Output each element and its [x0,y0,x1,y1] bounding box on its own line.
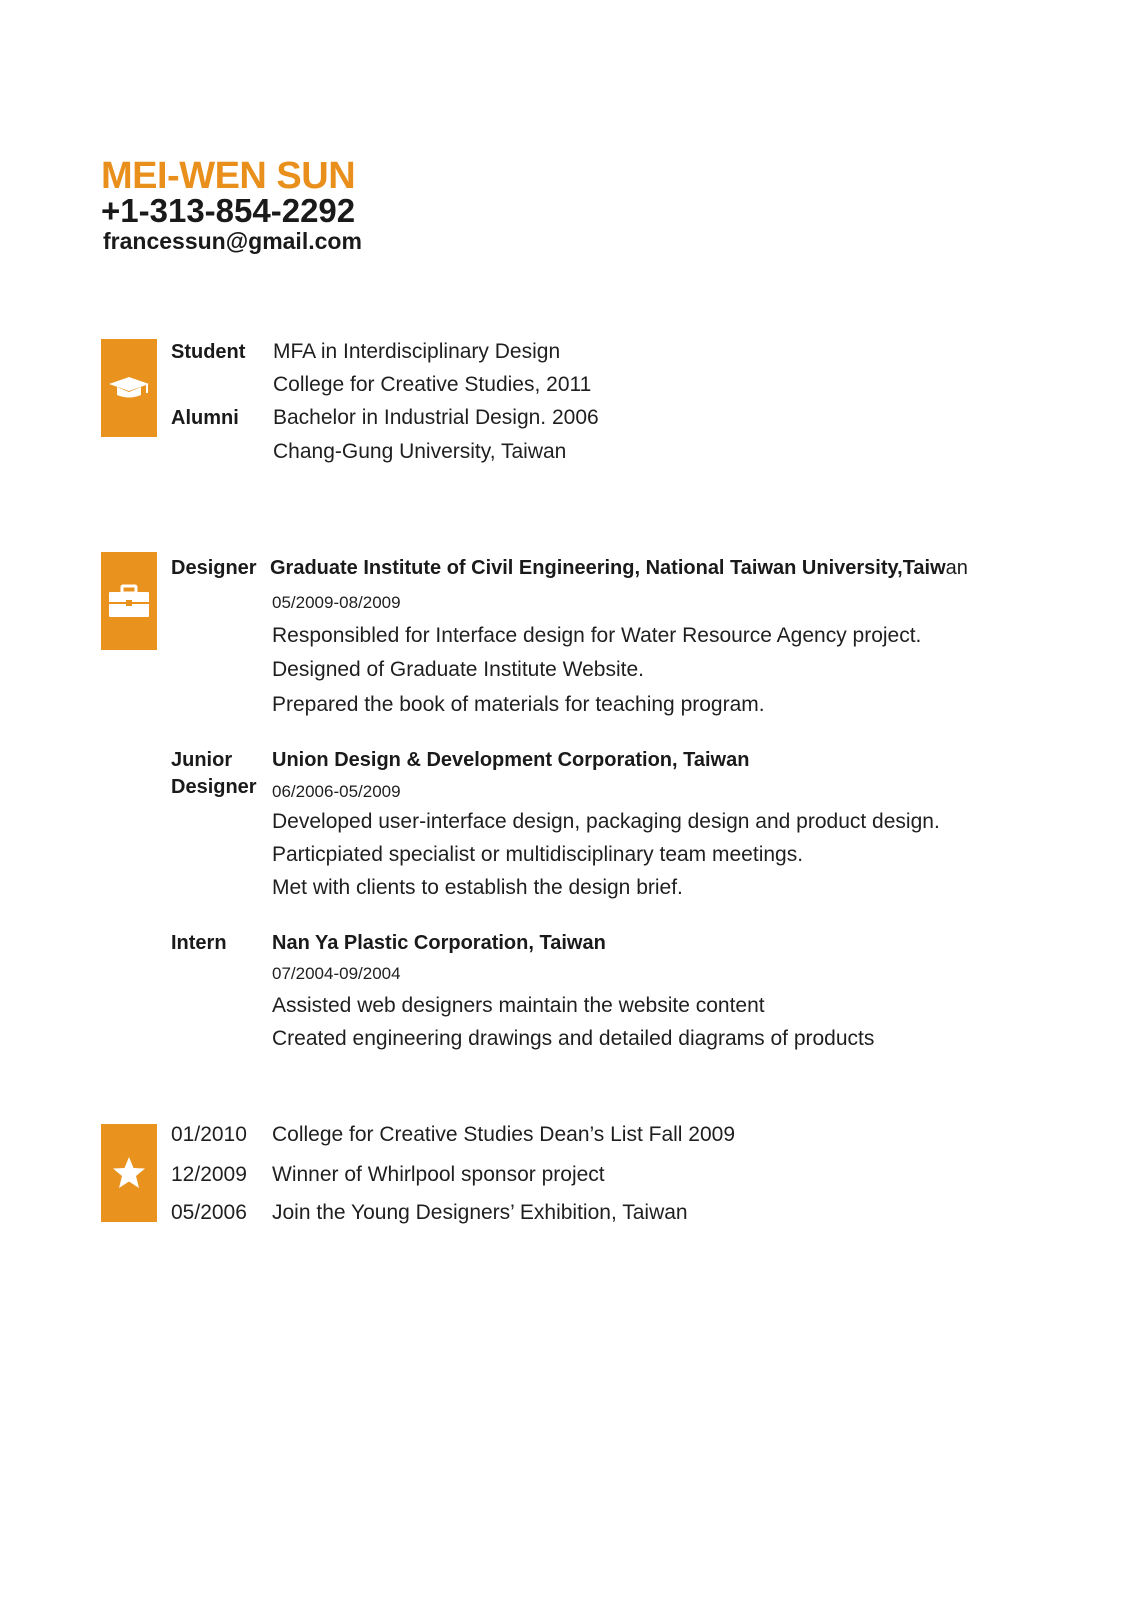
job-duty: Developed user-interface design, packaging design and product design. [272,810,940,833]
job-organization: Nan Ya Plastic Corporation, Taiwan [272,932,606,954]
award-text: College for Creative Studies Dean’s List Fall 2009 [272,1123,736,1146]
award-text: Join the Young Designers’ Exhibition, Taiwan [272,1201,688,1224]
job-role: Designer [171,776,257,798]
briefcase-icon [107,583,151,619]
job-duty: Particpiated specialist or multidisciplinary team meetings. [272,843,804,866]
education-line: College for Creative Studies, 2011 [273,373,592,396]
alumni-label: Alumni [171,407,239,429]
job-organization-text: Graduate Institute of Civil Engineering, National Taiwan University,Taiw [270,557,946,579]
job-duty: Assisted web designers maintain the website content [272,994,765,1017]
job-organization-tail: an [945,557,968,579]
student-label: Student [171,341,246,363]
job-dates: 06/2006-05/2009 [272,782,401,801]
job-role: Intern [171,932,227,954]
job-role: Junior [171,749,233,771]
job-dates: 05/2009-08/2009 [272,593,401,612]
award-text: Winner of Whirlpool sponsor project [272,1163,605,1186]
education-line: Bachelor in Industrial Design. 2006 [273,406,599,429]
job-role: Designer [171,557,257,579]
job-duty: Responsibled for Interface design for Water Resource Agency project. [272,624,922,647]
award-date: 01/2010 [171,1123,247,1146]
awards-section-marker [101,1124,157,1222]
award-date: 12/2009 [171,1163,247,1186]
award-date: 05/2006 [171,1201,247,1224]
email-address: francessun@gmail.com [103,228,362,254]
resume-header [101,156,362,255]
education-line: MFA in Interdisciplinary Design [273,340,561,363]
experience-section-marker [101,552,157,650]
candidate-name: MEI-WEN SUN [101,155,356,197]
education-section-marker [101,339,157,437]
phone-number: +1-313-854-2292 [101,192,356,229]
job-duty: Met with clients to establish the design brief. [272,876,683,899]
job-organization [270,555,968,581]
job-duty: Created engineering drawings and detailed diagrams of products [272,1027,875,1050]
job-organization: Union Design & Development Corporation, Taiwan [272,749,750,771]
job-dates: 07/2004-09/2004 [272,964,401,983]
education-line: Chang-Gung University, Taiwan [273,440,567,463]
job-duty: Prepared the book of materials for teaching program. [272,693,765,716]
graduation-cap-icon [107,373,151,403]
job-duty: Designed of Graduate Institute Website. [272,658,644,681]
star-icon [111,1155,147,1191]
